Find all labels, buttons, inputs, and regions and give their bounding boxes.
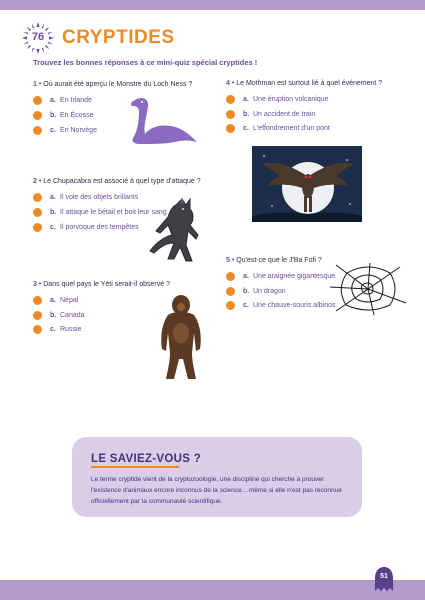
question-text: Où aurait été aperçu le Monstre du Loch Ness ? (43, 81, 193, 88)
option-text: En Écosse (60, 112, 94, 119)
answer-bullet (33, 111, 42, 120)
activity-number-badge (22, 22, 54, 54)
option-text: Il porvoque des tempêtes (60, 224, 139, 231)
option-text: Canada (60, 312, 85, 319)
option-letter: a. (50, 194, 56, 201)
activity-number: 76 (31, 31, 45, 43)
answer-bullet (33, 325, 42, 334)
bottom-decorative-bar (0, 580, 425, 600)
option-letter: c. (50, 127, 56, 134)
answer-bullet (226, 287, 235, 296)
title-underline (91, 466, 179, 468)
question-text: Dans quel pays le Yéti serait-il observé ? (43, 281, 170, 288)
yeti-illustration (156, 293, 206, 383)
question-5 (226, 257, 322, 264)
page-number: 51 (380, 573, 388, 580)
option-letter: b. (50, 209, 57, 216)
option-letter: b. (243, 288, 250, 295)
question-2 (33, 178, 201, 185)
option-letter: b. (50, 312, 57, 319)
page-title: CRYPTIDES (62, 27, 175, 48)
option-text: En Irlande (60, 97, 92, 104)
option-text: Un accident de train (253, 111, 316, 118)
answer-bullet (226, 272, 235, 281)
answer-bullet (33, 208, 42, 217)
answer-bullet (226, 95, 235, 104)
question-1 (33, 81, 192, 88)
option-letter: b. (50, 112, 57, 119)
option-letter: a. (50, 97, 56, 104)
question-4 (226, 80, 382, 87)
loch-ness-monster-illustration (125, 92, 203, 152)
answer-bullet (33, 296, 42, 305)
option-letter: c. (243, 125, 249, 132)
option-text: Une araignée gigantesque (253, 273, 336, 280)
question-number: 5 • (226, 257, 235, 264)
option-letter: c. (243, 302, 249, 309)
option-letter: a. (243, 273, 249, 280)
option-letter: a. (243, 96, 249, 103)
mothman-illustration (252, 146, 362, 222)
answer-bullet (33, 311, 42, 320)
answer-bullet (33, 96, 42, 105)
spider-web-illustration (330, 263, 406, 315)
option-text: Il attaque le bétail et boit leur sang (60, 209, 167, 216)
option-letter: c. (50, 326, 56, 333)
question-number: 1 • (33, 81, 42, 88)
option-letter: a. (50, 297, 56, 304)
question-number: 3 • (33, 281, 42, 288)
option-text: L'effondrement d'un pont (253, 125, 330, 132)
option-letter: c. (50, 224, 56, 231)
option-text: Un dragon (253, 288, 286, 295)
chupacabra-illustration (146, 195, 212, 271)
quiz-instructions: Trouvez les bonnes réponses à ce mini-quiz spécial cryptides ! (33, 58, 258, 67)
option-text: Une chauve-souris albinos (253, 302, 336, 309)
top-decorative-bar (0, 0, 425, 10)
answer-bullet (226, 301, 235, 310)
option-text: Il vole des objets brillants (60, 194, 139, 201)
answer-bullet (33, 193, 42, 202)
question-number: 2 • (33, 178, 42, 185)
answer-bullet (226, 110, 235, 119)
question-text: Qu'est-ce que le J'Ba Fofi ? (236, 257, 322, 264)
answer-bullet (226, 124, 235, 133)
did-you-know-title: LE SAVIEZ-VOUS ? (91, 453, 202, 465)
answer-bullet (33, 223, 42, 232)
answer-bullet (33, 126, 42, 135)
question-3 (33, 281, 170, 288)
option-text: Népal (60, 297, 79, 304)
option-text: En Norvège (60, 127, 97, 134)
question-text: Le Chupacabra est associé à quel type d'attaque ? (43, 178, 201, 185)
option-text: Russie (60, 326, 82, 333)
question-text: Le Mothman est surtout lié à quel événement ? (236, 80, 383, 87)
option-text: Une éruption volcanique (253, 96, 329, 103)
question-number: 4 • (226, 80, 235, 87)
did-you-know-text: Le terme cryptide vient de la cryptozoologie, une discipline qui cherche à prouver l'existence d'animaux encore inconnus de la science... même si elle n'est pas reconnue officiellement par la communauté scientifique. (91, 476, 342, 505)
option-letter: b. (243, 111, 250, 118)
